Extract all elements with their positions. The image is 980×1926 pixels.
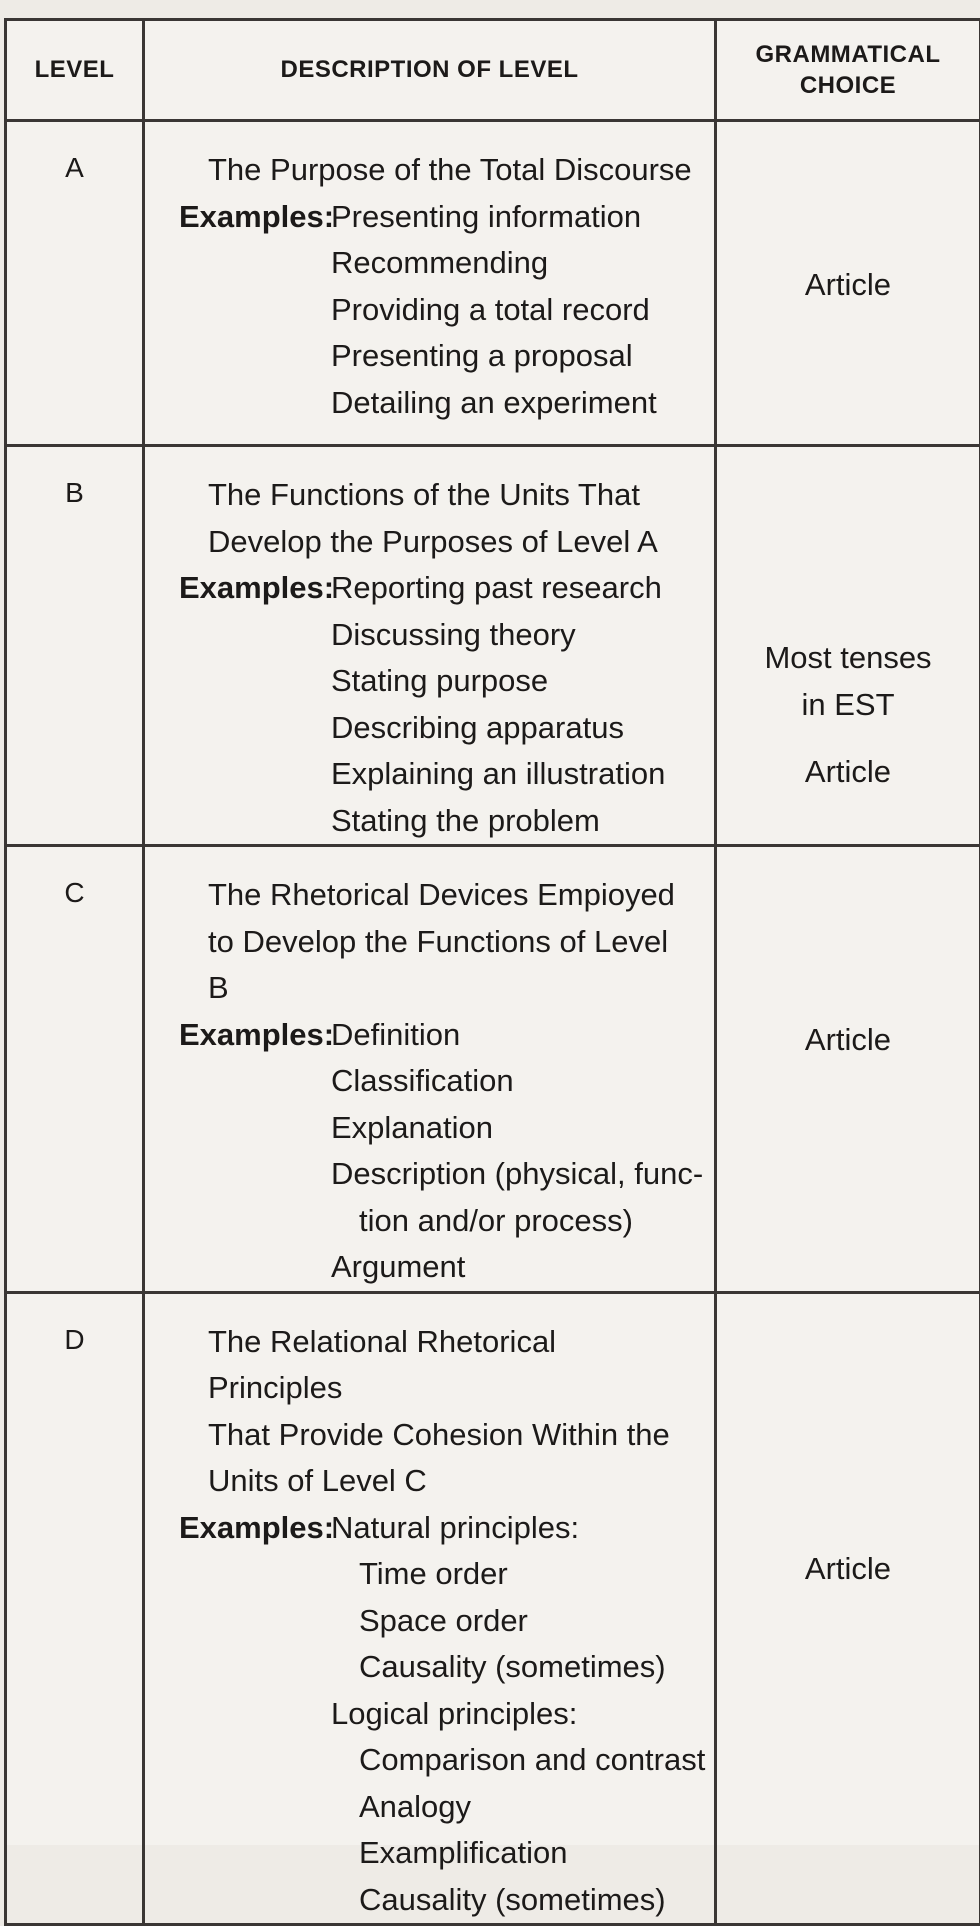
list-item: Recommending [331, 240, 657, 287]
title-line: Develop the Purposes of Level A [208, 519, 696, 566]
header-row [6, 20, 980, 121]
examples-label: Examples: [179, 565, 331, 844]
table-row-b [6, 446, 980, 846]
document-page [4, 18, 979, 1845]
examples-list [331, 1505, 705, 1924]
levels-table [4, 18, 980, 1926]
table-row-c [6, 846, 980, 1293]
title-line: The Relational Rhetorical Principles [208, 1319, 696, 1412]
list-item: Discussing theory [331, 612, 665, 659]
examples-list [331, 1012, 703, 1291]
choice-text: Article [717, 749, 979, 796]
choice-text: Article [717, 1546, 979, 1593]
title-line: The Rhetorical Devices Empioyed [208, 872, 696, 919]
list-item: Reporting past research [331, 565, 665, 612]
examples-block [145, 1012, 714, 1291]
header-description: DESCRIPTION OF LEVEL [144, 20, 716, 121]
list-item: tion and/or process) [331, 1198, 703, 1245]
level-cell: B [6, 446, 144, 846]
examples-block [145, 565, 714, 844]
examples-label: Examples: [179, 1012, 331, 1291]
list-item: Time order [331, 1551, 705, 1598]
list-item: Causality (sometimes) [331, 1644, 705, 1691]
level-cell: D [6, 1292, 144, 1925]
list-item: Description (physical, func- [331, 1151, 703, 1198]
description-cell [144, 846, 716, 1293]
header-choice-line1: GRAMMATICAL [717, 39, 979, 70]
list-item: Presenting a proposal [331, 333, 657, 380]
choice-text: in EST [717, 682, 979, 729]
list-item: Comparison and contrast [331, 1737, 705, 1784]
title-line: Units of Level C [208, 1458, 696, 1505]
examples-block [145, 1505, 714, 1924]
title-line: That Provide Cohesion Within the [208, 1412, 696, 1459]
list-item: Analogy [331, 1784, 705, 1831]
grammatical-choice-cell [716, 846, 980, 1293]
header-level: LEVEL [6, 20, 144, 121]
title-line: The Functions of the Units That [208, 472, 696, 519]
examples-block [145, 194, 714, 427]
list-item: Providing a total record [331, 287, 657, 334]
list-item: Presenting information [331, 194, 657, 241]
examples-label: Examples: [179, 1505, 331, 1924]
list-item: Definition [331, 1012, 703, 1059]
choice-text: Most tenses [717, 635, 979, 682]
grammatical-choice-cell [716, 121, 980, 446]
table-row-d [6, 1292, 980, 1925]
list-item: Causality (sometimes) [331, 1877, 705, 1924]
level-title [145, 872, 714, 1012]
list-item: Stating purpose [331, 658, 665, 705]
header-grammatical-choice [716, 20, 980, 121]
list-item: Explanation [331, 1105, 703, 1152]
list-item: Logical principles: [331, 1691, 705, 1738]
list-item: Natural principles: [331, 1505, 705, 1552]
title-line: The Purpose of the Total Discourse [208, 147, 696, 194]
choice-text: Article [717, 262, 979, 309]
list-item: Examplification [331, 1830, 705, 1877]
level-cell: C [6, 846, 144, 1293]
list-item: Stating the problem [331, 798, 665, 845]
level-title [145, 147, 714, 194]
description-cell [144, 121, 716, 446]
examples-list [331, 194, 657, 427]
choice-text: Article [717, 1017, 979, 1064]
level-cell: A [6, 121, 144, 446]
level-title [145, 1319, 714, 1505]
list-item: Explaining an illustration [331, 751, 665, 798]
list-item: Argument [331, 1244, 703, 1291]
list-item: Describing apparatus [331, 705, 665, 752]
list-item: Classification [331, 1058, 703, 1105]
description-cell [144, 1292, 716, 1925]
header-choice-line2: CHOICE [717, 70, 979, 101]
table-row-a [6, 121, 980, 446]
level-title [145, 472, 714, 565]
grammatical-choice-cell [716, 1292, 980, 1925]
examples-label: Examples: [179, 194, 331, 427]
list-item: Space order [331, 1598, 705, 1645]
grammatical-choice-cell [716, 446, 980, 846]
examples-list [331, 565, 665, 844]
title-line: to Develop the Functions of Level B [208, 919, 696, 1012]
list-item: Detailing an experiment [331, 380, 657, 427]
description-cell [144, 446, 716, 846]
